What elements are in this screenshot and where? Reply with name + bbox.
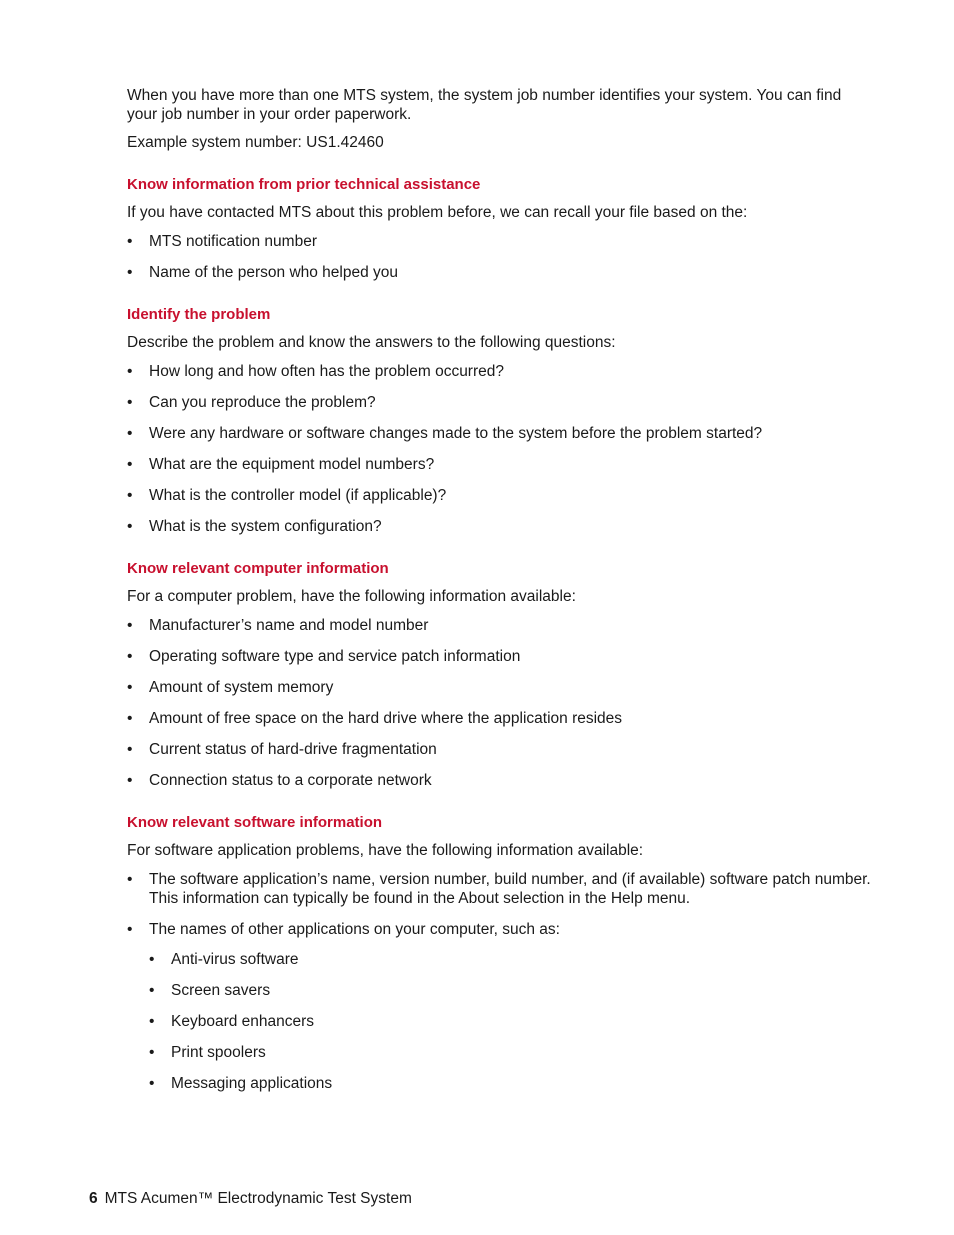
page-number: 6 (89, 1190, 98, 1207)
list-item: • MTS notification number (127, 232, 872, 251)
footer-title: MTS Acumen™ Electrodynamic Test System (104, 1190, 412, 1207)
lead-software-information: For software application problems, have the following information available: (127, 842, 644, 859)
sublist-item: • Screen savers (149, 981, 872, 1000)
list-item: • Can you reproduce the problem? (127, 393, 872, 412)
list-software-information (127, 870, 872, 1093)
heading-software-information: Know relevant software information (127, 814, 383, 831)
lead-computer-information: For a computer problem, have the following information available: (127, 588, 576, 605)
heading-prior-assistance: Know information from prior technical assistance (127, 176, 481, 193)
example-system-number: Example system number: US1.42460 (127, 134, 384, 151)
list-item: • Manufacturer’s name and model number (127, 616, 872, 635)
list-item: • Amount of free space on the hard drive where the application resides (127, 709, 872, 728)
sublist-item: • Messaging applications (149, 1074, 872, 1093)
sublist-other-applications (149, 950, 872, 1093)
sublist-item: • Keyboard enhancers (149, 1012, 872, 1031)
list-item: • What are the equipment model numbers? (127, 455, 872, 474)
list-item-with-sublist (127, 920, 872, 1093)
page-content (127, 86, 872, 1093)
lead-identify-problem: Describe the problem and know the answers to the following questions: (127, 334, 616, 351)
list-item: • The software application’s name, version number, build number, and (if available) software patch number. This information can typically be found in the About selection in the Help menu. (127, 870, 872, 908)
list-computer-information (127, 616, 872, 790)
list-prior-assistance (127, 232, 872, 282)
heading-identify-problem: Identify the problem (127, 306, 271, 323)
job-number-paragraph: When you have more than one MTS system, the system job number identifies your system. You can find your job number in your order paperwork. (127, 87, 842, 123)
heading-computer-information: Know relevant computer information (127, 560, 389, 577)
list-item: • Current status of hard-drive fragmentation (127, 740, 872, 759)
list-item: • Operating software type and service patch information (127, 647, 872, 666)
list-identify-problem (127, 362, 872, 536)
list-item: • Name of the person who helped you (127, 263, 872, 282)
list-item: • Connection status to a corporate network (127, 771, 872, 790)
list-item: • What is the controller model (if applicable)? (127, 486, 872, 505)
list-item: • Amount of system memory (127, 678, 872, 697)
page-footer (89, 1189, 412, 1208)
sublist-item: • Anti-virus software (149, 950, 872, 969)
list-item: • What is the system configuration? (127, 517, 872, 536)
list-item-text: The names of other applications on your computer, such as: (149, 921, 560, 938)
sublist-item: • Print spoolers (149, 1043, 872, 1062)
lead-prior-assistance: If you have contacted MTS about this problem before, we can recall your file based on the: (127, 204, 748, 221)
list-item: • How long and how often has the problem occurred? (127, 362, 872, 381)
list-item: • Were any hardware or software changes made to the system before the problem started? (127, 424, 872, 443)
